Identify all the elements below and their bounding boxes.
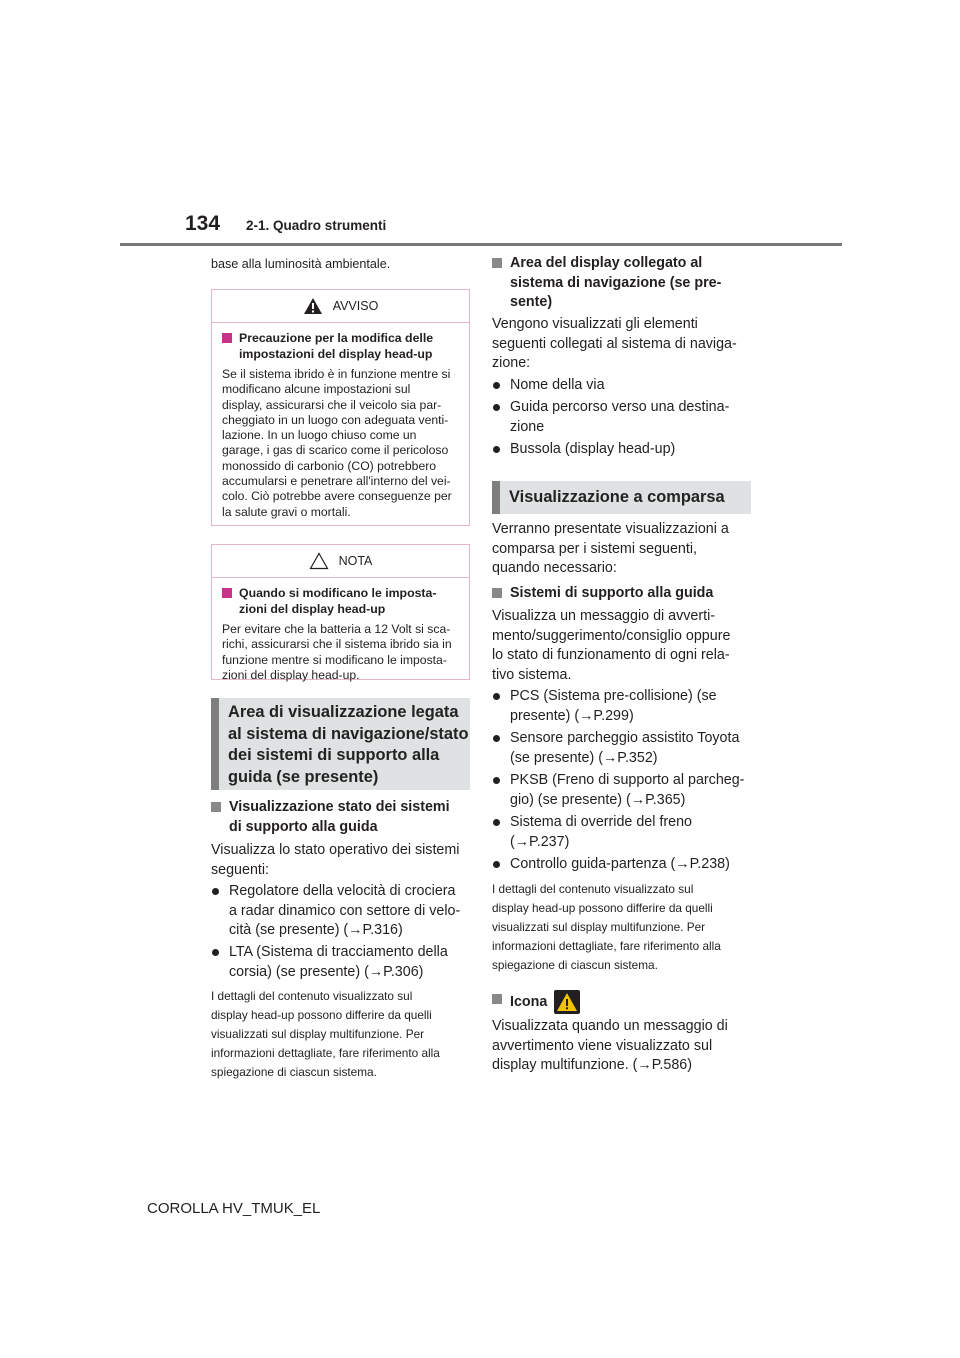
paragraph-line: Visualizzata quando un messaggio di xyxy=(492,1018,728,1034)
note-line: informazioni dettagliate, fare riferimento alla xyxy=(492,939,721,953)
paragraph-line: comparsa per i sistemi seguenti, xyxy=(492,540,698,557)
subheading-navigation-area xyxy=(492,254,721,313)
warning-line: garage, i gas di scarico come il pericoloso xyxy=(222,443,449,458)
list-item-line: Sistema di override del freno xyxy=(510,814,692,830)
square-bullet-icon xyxy=(211,802,221,812)
note-label: NOTA xyxy=(338,554,373,568)
note-subtitle xyxy=(222,586,459,617)
warning-box xyxy=(211,289,470,526)
subheading-line: Sistemi di supporto alla guida xyxy=(510,585,714,601)
note-line: display head-up possono differire da quelli xyxy=(492,901,713,915)
square-bullet-icon xyxy=(492,994,502,1004)
note-line: zioni del display head-up. xyxy=(222,667,360,682)
list-item xyxy=(492,687,717,726)
list-item-line: Controllo guida-partenza (→P.238) xyxy=(510,856,730,872)
details-note xyxy=(492,880,721,975)
details-note xyxy=(211,987,440,1082)
subheading-driving-support-status xyxy=(211,798,450,837)
square-bullet-icon xyxy=(222,333,232,343)
subheading-line: di supporto alla guida xyxy=(229,818,378,835)
caution-triangle-icon xyxy=(309,552,329,570)
note-box-header xyxy=(212,545,469,578)
bullet-dot-icon xyxy=(493,693,500,700)
list-item-line: Nome della via xyxy=(510,377,605,393)
bullet-dot-icon xyxy=(212,888,219,895)
list-item xyxy=(492,855,730,875)
bullet-dot-icon xyxy=(493,819,500,826)
list-item-line: gio) (se presente) (→P.365) xyxy=(510,791,686,808)
paragraph-line: display multifunzione. (→P.586) xyxy=(492,1057,692,1073)
bullet-dot-icon xyxy=(493,861,500,868)
subheading-line: sente) xyxy=(510,294,553,310)
list-item xyxy=(492,729,739,768)
header-rule xyxy=(120,243,842,246)
note-line: I dettagli del contenuto visualizzato sul xyxy=(211,989,413,1003)
warning-label: AVVISO xyxy=(332,299,379,313)
list-item-line: (→P.237) xyxy=(510,833,570,850)
list-item-line: Regolatore della velocità di crociera xyxy=(229,883,456,899)
note-line: Per evitare che la batteria a 12 Volt si sca- xyxy=(222,622,451,636)
list-item xyxy=(492,440,675,460)
heading-line: dei sistemi di supporto alla xyxy=(228,746,440,764)
list-item-line: LTA (Sistema di tracciamento della xyxy=(229,944,448,960)
bullet-dot-icon xyxy=(493,404,500,411)
list-item-line: presente) (→P.299) xyxy=(510,707,634,724)
bullet-dot-icon xyxy=(493,382,500,389)
note-line: richi, assicurarsi che il sistema ibrido sia in xyxy=(222,637,452,652)
note-line: spiegazione di ciascun sistema. xyxy=(211,1065,377,1079)
paragraph-line: zione: xyxy=(492,355,531,371)
navigation-intro xyxy=(492,315,737,374)
page-number: 134 xyxy=(185,212,221,235)
warning-triangle-icon xyxy=(303,297,323,315)
note-line: I dettagli del contenuto visualizzato sul xyxy=(492,882,694,896)
list-item-line: Sensore parcheggio assistito Toyota xyxy=(510,730,740,746)
note-line: visualizzati sul display multifunzione. Per xyxy=(492,920,706,934)
intro-paragraph xyxy=(211,841,459,880)
note-line: funzione mentre si modificano le imposta- xyxy=(222,652,447,667)
warning-line: display, assicurarsi che il veicolo sia par- xyxy=(222,397,442,412)
subheading-line: Visualizzazione stato dei sistemi xyxy=(229,799,450,815)
driving-support-text xyxy=(492,607,730,685)
paragraph-line: Visualizza lo stato operativo dei sistemi xyxy=(211,842,460,858)
warning-line: la salute gravi o mortali. xyxy=(222,504,351,519)
warning-line: accumularsi e penetrare all'interno del vei- xyxy=(222,474,451,489)
section-heading-navigation-status xyxy=(211,698,470,790)
list-item xyxy=(492,771,744,810)
subheading-line: Icona xyxy=(510,993,548,1010)
note-line: visualizzati sul display multifunzione. Per xyxy=(211,1027,425,1041)
note-line: spiegazione di ciascun sistema. xyxy=(492,958,658,972)
paragraph-line: mento/suggerimento/consiglio oppure xyxy=(492,627,731,644)
list-item-line: (se presente) (→P.352) xyxy=(510,749,658,766)
note-line: display head-up possono differire da quelli xyxy=(211,1008,432,1022)
paragraph-line: lo stato di funzionamento di ogni rela- xyxy=(492,647,730,663)
warning-line: Se il sistema ibrido è in funzione mentre si xyxy=(222,367,451,381)
warning-subtitle-line: impostazioni del display head-up xyxy=(239,346,433,361)
subheading-line: sistema di navigazione (se pre- xyxy=(510,274,722,291)
square-bullet-icon xyxy=(222,588,232,598)
subheading-icon xyxy=(492,990,580,1014)
list-item-line: Guida percorso verso una destina- xyxy=(510,399,730,415)
note-text xyxy=(222,622,459,683)
lead-text: base alla luminosità ambientale. xyxy=(211,257,391,271)
paragraph-line: seguenti collegati al sistema di naviga- xyxy=(492,335,737,352)
warning-line: modificano alcune impostazioni sul xyxy=(222,382,411,397)
bullet-dot-icon xyxy=(493,777,500,784)
subheading-line: Area del display collegato al xyxy=(510,255,703,271)
paragraph-line: Verranno presentate visualizzazioni a xyxy=(492,521,729,537)
note-subtitle-line: Quando si modificano le imposta- xyxy=(239,586,437,600)
list-item-line: PCS (Sistema pre-collisione) (se xyxy=(510,688,717,704)
subheading-driving-support xyxy=(492,584,713,604)
section-heading-popup: Visualizzazione a comparsa xyxy=(492,481,751,514)
note-subtitle-line: zioni del display head-up xyxy=(239,601,386,616)
list-item-line: Bussola (display head-up) xyxy=(510,441,676,457)
warning-line: monossido di carbonio (CO) potrebbero xyxy=(222,458,437,473)
paragraph-line: Vengono visualizzati gli elementi xyxy=(492,316,698,332)
paragraph-line: avvertimento viene visualizzato sul xyxy=(492,1037,713,1054)
popup-intro xyxy=(492,520,729,579)
note-box xyxy=(211,544,470,680)
warning-box-header xyxy=(212,290,469,323)
icon-description xyxy=(492,1017,728,1076)
section-title: 2-1. Quadro strumenti xyxy=(246,218,387,233)
square-bullet-icon xyxy=(492,258,502,268)
heading-line: Area di visualizzazione legata xyxy=(228,703,459,721)
paragraph-line: Visualizza un messaggio di avverti- xyxy=(492,608,716,624)
list-item xyxy=(492,813,692,852)
warning-icon xyxy=(554,990,580,1014)
list-item xyxy=(211,882,460,941)
warning-subtitle xyxy=(222,331,459,362)
heading-line: guida (se presente) xyxy=(228,767,379,786)
list-item-line: cità (se presente) (→P.316) xyxy=(229,922,403,938)
square-bullet-icon xyxy=(492,588,502,598)
paragraph-line: quando necessario: xyxy=(492,560,617,576)
list-item-line: PKSB (Freno di supporto al parcheg- xyxy=(510,772,745,788)
paragraph-line: tivo sistema. xyxy=(492,666,572,683)
warning-text xyxy=(222,367,459,520)
bullet-dot-icon xyxy=(493,446,500,453)
warning-line: lazione. In un luogo chiuso come un xyxy=(222,428,417,443)
list-item xyxy=(492,376,605,396)
list-item-line: a radar dinamico con settore di velo- xyxy=(229,902,461,919)
list-item-line: zione xyxy=(510,418,545,435)
warning-line: colo. Ciò potrebbe avere conseguenze per xyxy=(222,489,452,504)
list-item xyxy=(492,398,729,437)
bullet-dot-icon xyxy=(212,949,219,956)
note-line: informazioni dettagliate, fare riferimento alla xyxy=(211,1046,440,1060)
heading-line: al sistema di navigazione/stato xyxy=(228,724,469,743)
warning-line: cheggiato in un luogo con adeguata venti- xyxy=(222,412,449,427)
footer-model-code: COROLLA HV_TMUK_EL xyxy=(147,1200,321,1217)
paragraph-line: seguenti: xyxy=(211,861,270,878)
bullet-dot-icon xyxy=(493,735,500,742)
warning-subtitle-line: Precauzione per la modifica delle xyxy=(239,331,434,345)
list-item-line: corsia) (se presente) (→P.306) xyxy=(229,963,424,980)
list-item xyxy=(211,943,448,982)
